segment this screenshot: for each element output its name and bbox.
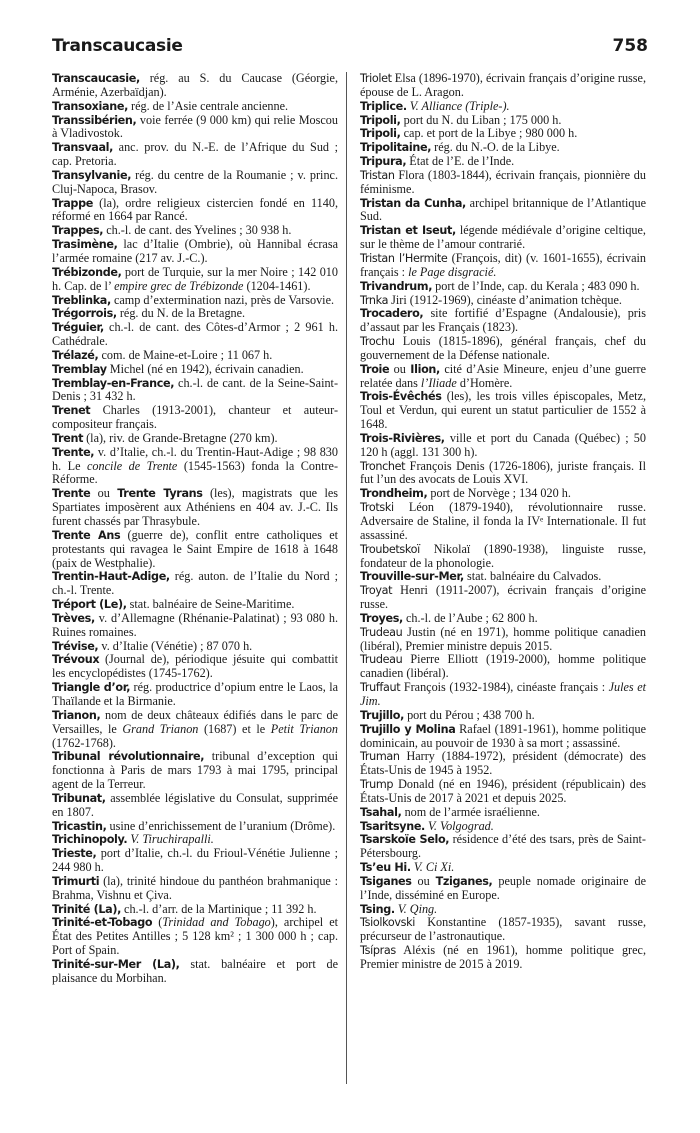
entry-headword: Trenet xyxy=(52,404,91,418)
running-head-title: Transcaucasie xyxy=(52,36,183,56)
entry-headword: Tremblay-en-France, xyxy=(52,376,175,390)
entry-text: Flora (1803-1844), écrivain français, pionnière du féminisme. xyxy=(360,167,646,196)
dictionary-entry xyxy=(52,294,338,308)
entry-headword: Trasimène, xyxy=(52,238,118,252)
entry-text: État de l’E. de l’Inde. xyxy=(406,154,515,169)
entry-headword: Triangle d’or, xyxy=(52,681,131,695)
dictionary-entry xyxy=(360,460,646,488)
entry-text: camp d’extermination nazi, près de Varsovie. xyxy=(110,292,335,307)
entry-italic-text: l’Iliade xyxy=(420,375,457,390)
dictionary-entry xyxy=(360,543,646,571)
entry-text: rég. du N. de la Bretagne. xyxy=(116,306,246,321)
entry-headword: Trèves, xyxy=(52,611,95,625)
entry-text: Harry (1884-1972), président (démocrate) des États-Unis de 1945 à 1952. xyxy=(360,749,646,778)
entry-italic-text: Grand Trianon xyxy=(122,721,199,736)
entry-headword: Trotski xyxy=(360,501,394,515)
dictionary-entry xyxy=(52,792,338,820)
entry-headword: Trois-Évêchés xyxy=(360,390,442,404)
entry-headword: Tsaritsyne. xyxy=(360,819,425,833)
dictionary-entry xyxy=(360,487,646,501)
dictionary-entry xyxy=(360,114,646,128)
entry-text: (la), trinité hindoue du panthéon brahmanique : Brahma, Vishnu et Çiva. xyxy=(52,873,338,902)
entry-headword: Troie xyxy=(360,362,390,376)
dictionary-entry xyxy=(360,570,646,584)
dictionary-entry xyxy=(360,280,646,294)
dictionary-entry xyxy=(52,640,338,654)
entry-text: archipel britannique de l’Atlantique Sud. xyxy=(360,195,646,224)
entry-headword: Triplice. xyxy=(360,99,407,113)
entry-headword: Trochu xyxy=(360,335,395,349)
dictionary-entry xyxy=(360,723,646,751)
entry-text: ( xyxy=(152,915,163,930)
entry-headword: Tripolitaine, xyxy=(360,141,432,155)
dictionary-entry xyxy=(52,529,338,571)
dictionary-entry xyxy=(360,833,646,861)
entry-text: Donald (né en 1946), président (républicain) des États-Unis de 2017 à 2021 et depuis 2025. xyxy=(360,777,646,805)
entry-text: port du N. du Liban ; 175 000 h. xyxy=(400,112,562,127)
right-column xyxy=(360,72,646,972)
dictionary-entry xyxy=(52,833,338,847)
entry-headword: Truman xyxy=(360,750,400,764)
entry-text: Justin (né en 1971), homme politique canadien (libéral), Premier ministre depuis 2015. xyxy=(360,624,646,653)
entry-headword: Trébizonde, xyxy=(52,265,122,279)
entry-text: Louis (1815-1896), général français, chef du gouvernement de la Défense nationale. xyxy=(360,334,646,362)
entry-headword: Tristan da Cunha, xyxy=(360,196,466,210)
dictionary-entry xyxy=(360,390,646,432)
entry-headword: Tremblay xyxy=(52,362,107,376)
entry-text: assemblée législative du Consulat, supprimée en 1807. xyxy=(52,790,338,819)
entry-headword: Tsing. xyxy=(360,902,395,916)
entry-text: (la), ordre religieux cistercien fondé en 1140, réformé en 1664 par Rancé. xyxy=(52,195,338,224)
dictionary-entry xyxy=(360,100,646,114)
entry-italic-text: V. Qing. xyxy=(397,901,438,916)
entry-headword: Transylvanie, xyxy=(52,168,132,182)
dictionary-entry xyxy=(52,958,338,986)
column-divider xyxy=(346,72,347,1084)
entry-headword: Tristan et Iseut, xyxy=(360,224,456,238)
dictionary-entry xyxy=(360,916,646,944)
entry-text: ch.-l. d’arr. de la Martinique ; 11 392 h. xyxy=(121,901,317,916)
entry-text: ), archipel et État des Petites Antilles ; 5 128 km² ; 1 300 000 h ; cap. Port of Spain. xyxy=(52,915,338,958)
entry-headword: Tristan l’Hermite xyxy=(360,251,448,265)
entry-italic-text: empire grec de Trébizonde xyxy=(114,278,244,293)
dictionary-entry xyxy=(360,584,646,612)
entry-text: (1687) et le xyxy=(198,721,271,736)
dictionary-entry xyxy=(52,321,338,349)
entry-text: port du Pérou ; 438 700 h. xyxy=(404,707,535,722)
dictionary-entry xyxy=(360,653,646,681)
entry-headword: Trujillo, xyxy=(360,708,405,722)
entry-text: ch.-l. de cant. de la Seine-Saint-Denis ; 31 432 h. xyxy=(52,375,338,404)
entry-text: ou xyxy=(90,486,118,501)
entry-headword: Tsiganes xyxy=(360,874,412,888)
entry-text: lac d’Italie (Ombrie), où Hannibal écrasa l’armée romaine (217 av. J.-C.). xyxy=(52,237,338,265)
entry-headword: Ilion, xyxy=(410,362,440,376)
dictionary-entry xyxy=(52,238,338,266)
page-header xyxy=(52,36,648,66)
entry-text: nom de l’armée israélienne. xyxy=(401,804,540,819)
entry-text: usine d’enrichissement de l’uranium (Drôme). xyxy=(106,818,336,833)
dictionary-entry xyxy=(52,681,338,709)
entry-headword: Trinité-sur-Mer (La), xyxy=(52,958,180,971)
dictionary-entry xyxy=(52,820,338,834)
entry-headword: Tripura, xyxy=(360,155,407,169)
entry-headword: Troyes, xyxy=(360,611,403,625)
dictionary-entry xyxy=(360,432,646,460)
dictionary-entry xyxy=(360,750,646,778)
entry-headword: Transsibérien, xyxy=(52,113,137,127)
entry-text: stat. balnéaire de Seine-Maritime. xyxy=(126,597,295,612)
entry-headword: Trentin-Haut-Adige, xyxy=(52,570,170,584)
entry-headword: Tsahal, xyxy=(360,805,402,819)
entry-headword: Trimurti xyxy=(52,874,100,888)
entry-headword: Transoxiane, xyxy=(52,99,128,113)
entry-text: voie ferrée (9 000 km) qui relie Moscou à Vladivostok. xyxy=(52,112,338,141)
dictionary-entry xyxy=(360,197,646,225)
entry-text: (1762-1768). xyxy=(52,735,116,750)
entry-headword: Trente Ans xyxy=(52,528,121,542)
dictionary-entry xyxy=(52,487,338,529)
dictionary-entry xyxy=(360,626,646,654)
entry-text: port de Turquie, sur la mer Noire ; 142 010 h. Cap. de l’ xyxy=(52,264,338,293)
entry-text: Léon (1879-1940), révolutionnaire russe. Adversaire de Staline, il fonda la IVᵉ Internationale. Il fut assassiné. xyxy=(360,500,646,542)
dictionary-entry xyxy=(360,224,646,252)
entry-text: rég. du centre de la Roumanie ; v. princ. Cluj-Napoca, Brasov. xyxy=(52,167,338,196)
dictionary-entry xyxy=(52,72,338,100)
entry-text: Konstantine (1857-1935), savant russe, précurseur de l’astronautique. xyxy=(360,915,646,944)
entry-text: port de Norvège ; 134 020 h. xyxy=(427,486,571,501)
entry-text: v. d’Italie (Vénétie) ; 87 070 h. xyxy=(98,638,253,653)
entry-text: com. de Maine-et-Loire ; 11 067 h. xyxy=(98,347,273,362)
entry-headword: Trichinopoly. xyxy=(52,833,128,847)
entry-text: Henri (1911-2007), écrivain français d’origine russe. xyxy=(360,583,646,612)
dictionary-entry xyxy=(360,252,646,280)
dictionary-entry xyxy=(360,294,646,308)
entry-headword: Trent xyxy=(52,431,84,445)
entry-text: ch.-l. de cant. des Yvelines ; 30 938 h. xyxy=(103,223,292,238)
entry-headword: Trévoux xyxy=(52,653,100,667)
entry-text: (François, dit) (v. 1601-1655), écrivain français : xyxy=(360,250,646,279)
entry-headword: Tronchet xyxy=(360,459,406,473)
entry-headword: Trujillo y Molina xyxy=(360,722,456,736)
entry-headword: Trappe xyxy=(52,196,93,210)
entry-headword: Trente xyxy=(52,487,91,501)
entry-headword: Tréguier, xyxy=(52,321,104,335)
entry-text: rég. productrice d’opium entre le Laos, la Thaïlande et la Birmanie. xyxy=(52,680,338,708)
entry-text: (guerre de), conflit entre catholiques et protestants qui ravagea le Saint Empire de 1618 à 1648 (paix de Westphalie). xyxy=(52,527,338,570)
entry-text: v. d’Italie, ch.-l. du Trentin-Haut-Adige ; 98 830 h. Le xyxy=(52,444,338,473)
entry-italic-text: concile de Trente xyxy=(86,458,178,473)
dictionary-entry xyxy=(52,903,338,917)
entry-headword: Tricastin, xyxy=(52,819,107,833)
dictionary-entry xyxy=(360,141,646,155)
dictionary-entry xyxy=(360,363,646,391)
entry-italic-text: V. Tiruchirapalli. xyxy=(130,832,214,847)
entry-text: anc. prov. du N.-E. de l’Afrique du Sud ; cap. Pretoria. xyxy=(52,140,338,169)
entry-headword: Trieste, xyxy=(52,847,97,861)
entry-text: peuple nomade originaire de l’Inde, disséminé en Europe. xyxy=(360,873,646,902)
entry-headword: Tsarskoïe Selo, xyxy=(360,833,450,847)
entry-headword: Tsípras xyxy=(360,944,396,958)
dictionary-entry xyxy=(52,307,338,321)
entry-headword: Trocadero, xyxy=(360,307,424,321)
entry-text: tribunal d’exception qui fonctionna à Paris de mars 1793 à mai 1795, principal agent de la Terreur. xyxy=(52,749,339,792)
dictionary-entry xyxy=(52,266,338,294)
entry-headword: Trianon, xyxy=(52,708,101,722)
entry-text: cap. et port de la Libye ; 980 000 h. xyxy=(400,126,578,141)
entry-headword: Tréport (Le), xyxy=(52,598,127,612)
entry-headword: Trivandrum, xyxy=(360,279,433,293)
left-column xyxy=(52,72,338,986)
entry-headword: Tziganes, xyxy=(435,874,493,888)
entry-text: port d’Italie, ch.-l. du Frioul-Vénétie Julienne ; 244 980 h. xyxy=(52,846,338,875)
entry-text: rég. du N.-O. de la Libye. xyxy=(431,140,560,155)
entry-italic-text: le Page disgracié. xyxy=(408,264,497,279)
entry-text: ville et port du Canada (Québec) ; 50 120 h (aggl. 131 300 h). xyxy=(360,430,646,459)
entry-text: ch.-l. de cant. des Côtes-d’Armor ; 2 961 h. Cathédrale. xyxy=(52,320,338,349)
entry-text: d’Homère. xyxy=(456,375,513,390)
entry-headword: Tsiolkovski xyxy=(360,916,415,930)
entry-text: rég. au S. du Caucase (Géorgie, Arménie, Azerbaïdjan). xyxy=(52,71,338,99)
dictionary-entry xyxy=(360,501,646,543)
entry-headword: Ts’eu Hi. xyxy=(360,861,411,875)
dictionary-entry xyxy=(360,155,646,169)
entry-text: (Journal de), périodique jésuite qui combattit les encyclopédistes (1745-1762). xyxy=(52,652,338,681)
entry-italic-text: V. Ci Xi. xyxy=(413,860,455,875)
entry-headword: Trente, xyxy=(52,445,95,459)
dictionary-entry xyxy=(52,875,338,903)
dictionary-entry xyxy=(52,363,338,377)
entry-headword: Troubetskoï xyxy=(360,542,420,556)
dictionary-entry xyxy=(360,875,646,903)
entry-headword: Triolet xyxy=(360,72,392,85)
entry-headword: Transcaucasie, xyxy=(52,72,140,85)
entry-text: stat. balnéaire du Calvados. xyxy=(463,569,602,584)
dictionary-entry xyxy=(360,778,646,806)
dictionary-entry xyxy=(52,349,338,363)
entry-text: port de l’Inde, cap. du Kerala ; 483 090 h. xyxy=(432,278,640,293)
dictionary-entry xyxy=(360,72,646,100)
entry-text: (1545-1563) fonda la Contre-Réforme. xyxy=(52,458,339,487)
dictionary-entry xyxy=(52,847,338,875)
entry-text: Charles (1913-2001), chanteur et auteur-compositeur français. xyxy=(52,403,338,432)
entry-headword: Trump xyxy=(360,778,394,792)
dictionary-entry xyxy=(360,806,646,820)
entry-headword: Treblinka, xyxy=(52,293,111,307)
entry-text: cité d’Asie Mineure, enjeu d’une guerre relatée dans xyxy=(360,361,647,390)
entry-text: v. d’Allemagne (Rhénanie-Palatinat) ; 93 080 h. Ruines romaines. xyxy=(52,610,338,639)
dictionary-entry xyxy=(360,944,646,972)
entry-headword: Trudeau xyxy=(360,625,403,639)
entry-headword: Tripoli, xyxy=(360,127,401,141)
entry-headword: Tribunat, xyxy=(52,791,106,805)
entry-headword: Tribunal révolutionnaire, xyxy=(52,750,205,764)
entry-headword: Trudeau xyxy=(360,653,403,667)
dictionary-entry xyxy=(52,432,338,446)
entry-headword: Truffaut xyxy=(360,681,401,695)
entry-headword: Tristan xyxy=(360,168,395,182)
entry-text: Rafael (1891-1961), homme politique dominicain, au pouvoir de 1930 à sa mort ; assassiné. xyxy=(360,721,646,750)
entry-italic-text: Trinidad and Tobago xyxy=(162,915,271,930)
dictionary-entry xyxy=(52,612,338,640)
entry-text: Nikolaï (1890-1938), linguiste russe, fondateur de la phonologie. xyxy=(360,541,646,570)
dictionary-entry xyxy=(52,750,338,792)
entry-text: Jiri (1912-1969), cinéaste d’animation tchèque. xyxy=(388,292,622,307)
entry-italic-text: Jules et Jim. xyxy=(360,680,646,708)
entry-headword: Tripoli, xyxy=(360,113,401,127)
entry-text: site fortifié d’Espagne (Andalousie), pris d’assaut par les Français (1823). xyxy=(360,306,646,335)
dictionary-entry xyxy=(360,820,646,834)
entry-headword: Trondheim, xyxy=(360,487,428,501)
dictionary-entry xyxy=(52,598,338,612)
entry-text: légende médiévale d’origine celtique, sur le thème de l’amour contrarié. xyxy=(360,223,646,252)
entry-text: ou xyxy=(389,361,411,376)
entry-italic-text: Petit Trianon xyxy=(270,721,338,736)
dictionary-entry xyxy=(360,169,646,197)
entry-headword: Trinité (La), xyxy=(52,902,121,916)
dictionary-entry xyxy=(360,681,646,709)
dictionary-entry xyxy=(360,903,646,917)
entry-text: Pierre Elliott (1919-2000), homme politique canadien (libéral). xyxy=(360,652,646,681)
page-number: 758 xyxy=(612,36,648,56)
entry-text: ch.-l. de l’Aube ; 62 800 h. xyxy=(402,610,538,625)
entry-headword: Troyat xyxy=(360,584,393,598)
dictionary-entry xyxy=(360,612,646,626)
entry-text: rég. auton. de l’Italie du Nord ; ch.-l. Trente. xyxy=(52,569,338,598)
dictionary-entry xyxy=(52,377,338,405)
dictionary-entry xyxy=(360,335,646,363)
entry-headword: Trois-Rivières, xyxy=(360,431,445,445)
entry-headword: Trappes, xyxy=(52,224,104,238)
entry-text: résidence d’été des tsars, près de Saint-Pétersbourg. xyxy=(360,832,646,861)
entry-text: (les), les trois villes épiscopales, Metz, Toul et Verdun, qui eurent un statut particulier de 1552 à 1648. xyxy=(360,389,646,432)
entry-headword: Trévise, xyxy=(52,639,99,653)
entry-italic-text: V. Volgograd. xyxy=(428,818,494,833)
entry-text: rég. de l’Asie centrale ancienne. xyxy=(127,98,289,113)
dictionary-entry xyxy=(52,404,338,432)
entry-text: (la), riv. de Grande-Bretagne (270 km). xyxy=(83,430,278,445)
entry-text: (1204-1461). xyxy=(243,278,311,293)
entry-italic-text: V. Alliance (Triple-). xyxy=(409,98,510,113)
entry-text: Aléxis (né en 1961), homme politique grec, Premier ministre de 2015 à 2019. xyxy=(360,943,646,971)
entry-text: stat. balnéaire et port de plaisance du Morbihan. xyxy=(52,957,338,985)
dictionary-entry xyxy=(360,709,646,723)
entry-headword: Trente Tyrans xyxy=(117,487,203,501)
entry-text: nom de deux châteaux édifiés dans le parc de Versailles, le xyxy=(52,707,338,736)
dictionary-entry xyxy=(52,653,338,681)
dictionary-entry xyxy=(52,197,338,225)
entry-text: François (1932-1984), cinéaste français : xyxy=(400,680,609,695)
entry-text: Elsa (1896-1970), écrivain français d’origine russe, épouse de L. Aragon. xyxy=(360,71,646,99)
dictionary-entry xyxy=(52,709,338,751)
dictionary-entry xyxy=(52,114,338,142)
dictionary-entry xyxy=(52,100,338,114)
entry-text: Michel (né en 1942), écrivain canadien. xyxy=(106,361,304,376)
entry-headword: Trnka xyxy=(360,293,389,307)
dictionary-entry xyxy=(360,127,646,141)
entry-text: (les), magistrats que les Spartiates imposèrent aux Athéniens en 404 av. J.-C. Ils furent chassés par Thrasybule. xyxy=(52,486,338,528)
dictionary-entry xyxy=(360,307,646,335)
dictionary-entry xyxy=(52,446,338,488)
entry-headword: Trélazé, xyxy=(52,348,99,362)
dictionary-entry xyxy=(360,861,646,875)
entry-text: François Denis (1726-1806), juriste français. Il fut l’un des avocats de Louis XVI. xyxy=(360,458,646,487)
entry-headword: Trégorrois, xyxy=(52,307,117,321)
entry-text: ou xyxy=(411,873,436,888)
dictionary-entry xyxy=(52,570,338,598)
dictionary-entry xyxy=(52,224,338,238)
dictionary-entry xyxy=(52,141,338,169)
entry-headword: Trouville-sur-Mer, xyxy=(360,570,464,584)
dictionary-entry xyxy=(52,916,338,958)
entry-headword: Transvaal, xyxy=(52,141,114,155)
entry-headword: Trinité-et-Tobago xyxy=(52,916,153,930)
dictionary-entry xyxy=(52,169,338,197)
